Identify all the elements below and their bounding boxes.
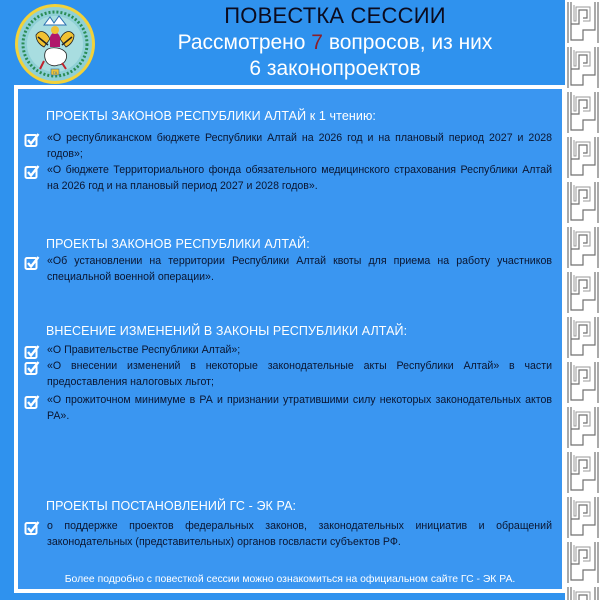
- agenda-item-text: «О Правительстве Республики Алтай»;: [47, 344, 241, 356]
- meander-pattern-icon: [565, 0, 600, 600]
- section-laws: [18, 237, 562, 285]
- section-title: ВНЕСЕНИЕ ИЗМЕНЕНИЙ В ЗАКОНЫ РЕСПУБЛИКИ АЛТАЙ:: [46, 324, 408, 338]
- section-title: ПРОЕКТЫ ЗАКОНОВ РЕСПУБЛИКИ АЛТАЙ:: [46, 237, 310, 251]
- agenda-item-text: «О республиканском бюджете Республики Алтай на 2026 год и на плановый период 2027 и 2028 годов»;: [47, 132, 552, 160]
- section-title: ПРОЕКТЫ ПОСТАНОВЛЕНИЙ ГС - ЭК РА:: [46, 499, 297, 513]
- subtitle-prefix: Рассмотрено: [177, 31, 312, 54]
- header: [110, 2, 560, 82]
- agenda-item: [18, 342, 562, 358]
- section-title: ПРОЕКТЫ ЗАКОНОВ РЕСПУБЛИКИ АЛТАЙ к 1 чтению:: [46, 109, 377, 123]
- agenda-item: [18, 392, 562, 424]
- questions-count: 7: [311, 31, 323, 54]
- subtitle-line-2: 6 законопроектов: [249, 57, 421, 80]
- checkbox-icon: [24, 360, 40, 376]
- agenda-item-text: «Об установлении на территории Республики Алтай квоты для приема на работу участников специальной военной операции».: [47, 255, 552, 283]
- agenda-panel: [14, 85, 566, 593]
- checkbox-icon: [24, 520, 40, 536]
- section-first-reading: [18, 109, 562, 194]
- subtitle-line-1: [110, 30, 560, 56]
- checkbox-icon: [24, 164, 40, 180]
- agenda-item: [18, 358, 562, 390]
- agenda-item: [18, 162, 562, 194]
- agenda-item-text: «О внесении изменений в некоторые законодательные акты Республики Алтай» в части предоставления налоговых льгот;: [47, 360, 552, 388]
- subtitle-suffix: вопросов, из них: [322, 31, 493, 54]
- section-resolutions: [18, 499, 562, 550]
- agenda-item-text: «О прожиточном минимуме в РА и признании утратившими силу некоторых законодательных актов РА».: [47, 394, 552, 422]
- emblem-label: ГА: [52, 70, 58, 75]
- checkbox-icon: [24, 394, 40, 410]
- agenda-item: [18, 130, 562, 162]
- agenda-item-text: о поддержке проектов федеральных законов, законодательных инициатив и обращений законодательных (представительных) органов госвласти субъектов РФ.: [47, 520, 552, 548]
- ornament-border: [565, 0, 600, 600]
- footer-note: Более подробно с повесткой сессии можно ознакомиться на официальном сайте ГС - ЭК РА.: [64, 574, 516, 585]
- checkbox-icon: [24, 132, 40, 148]
- agenda-item-text: «О бюджете Территориального фонда обязательного медицинского страхования Республики Алтай на 2026 год и на плановый период 2027 и 2028 годов».: [47, 164, 552, 192]
- page-title: ПОВЕСТКА СЕССИИ: [224, 3, 446, 28]
- coat-of-arms-icon: [14, 3, 96, 85]
- agenda-item: [18, 518, 562, 550]
- section-amendments: [18, 324, 562, 424]
- checkbox-icon: [24, 255, 40, 271]
- agenda-item: [18, 253, 562, 285]
